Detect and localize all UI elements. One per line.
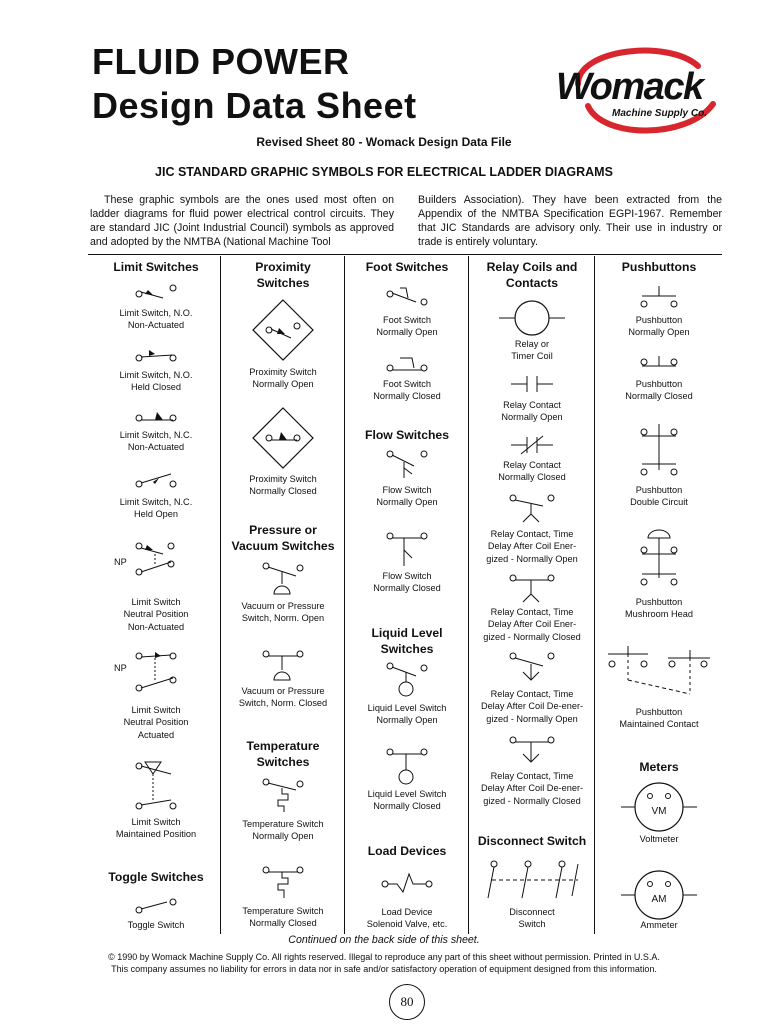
header-foot-switches: Foot Switches: [365, 260, 449, 274]
caption-limit-np-actuated: Limit Switch Neutral Position Actuated: [123, 705, 189, 740]
womack-logo: [548, 44, 728, 136]
caption-relay-td-en-nc: Relay Contact, Time Delay After Coil Ener- gized - Normally Closed: [483, 607, 581, 642]
flow-switch-nc-symbol: [346, 530, 468, 575]
limit-switch-no-held-symbol: [92, 346, 220, 369]
header-relay-coils: Relay Coils and Contacts: [486, 260, 578, 290]
caption-ammeter: Ammeter: [640, 920, 678, 930]
pushbutton-no-symbol: [596, 284, 722, 313]
limit-switch-nc-symbol: [92, 408, 220, 431]
limit-switch-nc-held-symbol: [92, 472, 220, 495]
caption-foot-nc: Foot Switch Normally Closed: [373, 379, 441, 402]
column-divider: [594, 256, 595, 934]
limit-switch-np-actuated-symbol: [92, 650, 220, 701]
temperature-switch-nc-symbol: [222, 862, 344, 905]
caption-limit-no: Limit Switch, N.O. Non-Actuated: [119, 308, 193, 331]
pushbutton-nc-symbol: [596, 354, 722, 381]
title-line-1: FLUID POWER: [92, 41, 350, 82]
limit-switch-np-symbol: [92, 540, 220, 585]
caption-temperature-nc: Temperature Switch Normally Closed: [242, 906, 324, 929]
caption-liquid-nc: Liquid Level Switch Normally Closed: [367, 789, 447, 812]
header-proximity-switches: Proximity Switches: [255, 260, 311, 290]
pushbutton-maintained-symbol: [596, 646, 722, 707]
caption-temperature-no: Temperature Switch Normally Open: [242, 819, 324, 842]
relay-td-deenergized-no-symbol: [470, 652, 594, 691]
limit-switch-no-symbol: [92, 282, 220, 305]
continued-note: Continued on the back side of this sheet.: [288, 934, 480, 946]
limit-switch-maintained-symbol: [92, 758, 220, 817]
caption-disconnect-switch: Disconnect Switch: [509, 907, 555, 930]
column-divider: [468, 256, 469, 934]
copyright-line-1: © 1990 by Womack Machine Supply Co. All rights reserved. Illegal to reproduce any part of this sheet without permission. Printed in U.S.A.: [108, 952, 660, 962]
header-flow-switches: Flow Switches: [365, 428, 449, 442]
load-device-symbol: [346, 870, 468, 901]
section-subtitle: JIC STANDARD GRAPHIC SYMBOLS FOR ELECTRICAL LADDER DIAGRAMS: [155, 165, 613, 179]
caption-flow-no: Flow Switch Normally Open: [376, 485, 438, 508]
disconnect-switch-symbol: [470, 858, 594, 905]
header-load-devices: Load Devices: [367, 844, 447, 858]
caption-pushbutton-nc: Pushbutton Normally Closed: [625, 379, 693, 402]
copyright-notice: [0, 951, 768, 975]
caption-pushbutton-maintained: Pushbutton Maintained Contact: [619, 707, 699, 730]
liquid-level-nc-symbol: [346, 746, 468, 791]
relay-contact-nc-symbol: [470, 434, 594, 461]
caption-limit-no-held: Limit Switch, N.O. Held Closed: [119, 370, 193, 393]
revised-sheet-label: Revised Sheet 80 - Womack Design Data File: [256, 135, 512, 149]
caption-pressure-nc: Vacuum or Pressure Switch, Norm. Closed: [238, 686, 328, 709]
relay-contact-no-symbol: [470, 374, 594, 399]
caption-pushbutton-no: Pushbutton Normally Open: [628, 315, 690, 338]
header-pushbuttons: Pushbuttons: [621, 260, 697, 274]
temperature-switch-no-symbol: [222, 776, 344, 819]
ammeter-label: AM: [651, 894, 667, 905]
caption-toggle-switch: Toggle Switch: [127, 920, 185, 930]
proximity-switch-no-symbol: [222, 298, 344, 367]
caption-limit-nc-held: Limit Switch, N.C. Held Open: [119, 497, 193, 520]
foot-switch-no-symbol: [346, 284, 468, 313]
voltmeter-label: VM: [651, 806, 667, 817]
caption-liquid-no: Liquid Level Switch Normally Open: [367, 703, 447, 726]
title-line-2: Design Data Sheet: [92, 85, 417, 126]
caption-load-device: Load Device Solenoid Valve, etc.: [366, 907, 448, 930]
intro-right-paragraph: Builders Association). They have been extracted from the Appendix of the NMTBA Specification EGPI-1967. Remember that JIC Standards are advisory only. Their use in industry or trade is entirely voluntary.: [418, 194, 722, 248]
header-limit-switches: Limit Switches: [113, 260, 199, 274]
page-number: 80: [389, 984, 425, 1020]
header-temperature-switches: Temperature Switches: [246, 739, 320, 769]
relay-td-energized-no-symbol: [470, 492, 594, 531]
toggle-switch-symbol: [92, 898, 220, 919]
caption-relay-td-en-no: Relay Contact, Time Delay After Coil Ener- gized - Normally Open: [486, 529, 578, 564]
page-title: [92, 40, 417, 128]
caption-limit-nc: Limit Switch, N.C. Non-Actuated: [119, 430, 193, 453]
np-label-1: NP: [114, 557, 127, 567]
pushbutton-double-circuit-symbol: [596, 424, 722, 485]
caption-relay-nc: Relay Contact Normally Closed: [498, 460, 566, 483]
caption-proximity-no: Proximity Switch Normally Open: [249, 367, 317, 390]
caption-relay-td-de-nc: Relay Contact, Time Delay After Coil De-ener- gized - Normally Closed: [480, 771, 584, 806]
caption-pushbutton-double: Pushbutton Double Circuit: [630, 485, 688, 508]
intro-left-paragraph: These graphic symbols are the ones used most often on ladder diagrams for fluid power electrical control circuits. They are standard JIC (Joint Industrial Council) symbols as approved and adopted by the NMTBA (National Machine Tool: [90, 194, 394, 248]
caption-relay-no: Relay Contact Normally Open: [501, 400, 563, 423]
header-liquid-level: Liquid Level Switches: [371, 626, 443, 656]
header-pressure-switches: Pressure or Vacuum Switches: [231, 523, 335, 553]
logo-tagline: Machine Supply Co.: [612, 108, 708, 119]
column-divider: [220, 256, 221, 934]
table-top-rule: [88, 254, 722, 255]
pressure-switch-no-symbol: [222, 560, 344, 601]
caption-flow-nc: Flow Switch Normally Closed: [373, 571, 441, 594]
caption-foot-no: Foot Switch Normally Open: [376, 315, 438, 338]
caption-relay-coil: Relay or Timer Coil: [511, 339, 553, 362]
flow-switch-no-symbol: [346, 448, 468, 487]
caption-pressure-no: Vacuum or Pressure Switch, Norm. Open: [241, 601, 325, 624]
caption-relay-td-de-no: Relay Contact, Time Delay After Coil De-ener- gized - Normally Open: [480, 689, 584, 724]
pressure-switch-nc-symbol: [222, 646, 344, 687]
caption-voltmeter: Voltmeter: [639, 834, 679, 844]
header-disconnect-switch: Disconnect Switch: [477, 834, 587, 848]
proximity-switch-nc-symbol: [222, 406, 344, 475]
caption-limit-np: Limit Switch Neutral Position Non-Actuated: [123, 597, 189, 632]
copyright-line-2: This company assumes no liability for errors in data nor in safe and/or satisfactory operation of equipment designed from this information.: [111, 964, 657, 974]
caption-limit-maintained: Limit Switch Maintained Position: [115, 817, 197, 840]
pushbutton-mushroom-symbol: [596, 532, 722, 593]
column-divider: [344, 256, 345, 934]
caption-pushbutton-mushroom: Pushbutton Mushroom Head: [625, 597, 693, 620]
header-toggle-switches: Toggle Switches: [108, 870, 204, 884]
np-label-2: NP: [114, 663, 127, 673]
caption-proximity-nc: Proximity Switch Normally Closed: [249, 474, 317, 497]
logo-name: Womack: [556, 66, 703, 108]
liquid-level-no-symbol: [346, 662, 468, 703]
header-meters: Meters: [639, 760, 679, 774]
relay-td-deenergized-nc-symbol: [470, 734, 594, 773]
relay-coil-symbol: [470, 300, 594, 341]
